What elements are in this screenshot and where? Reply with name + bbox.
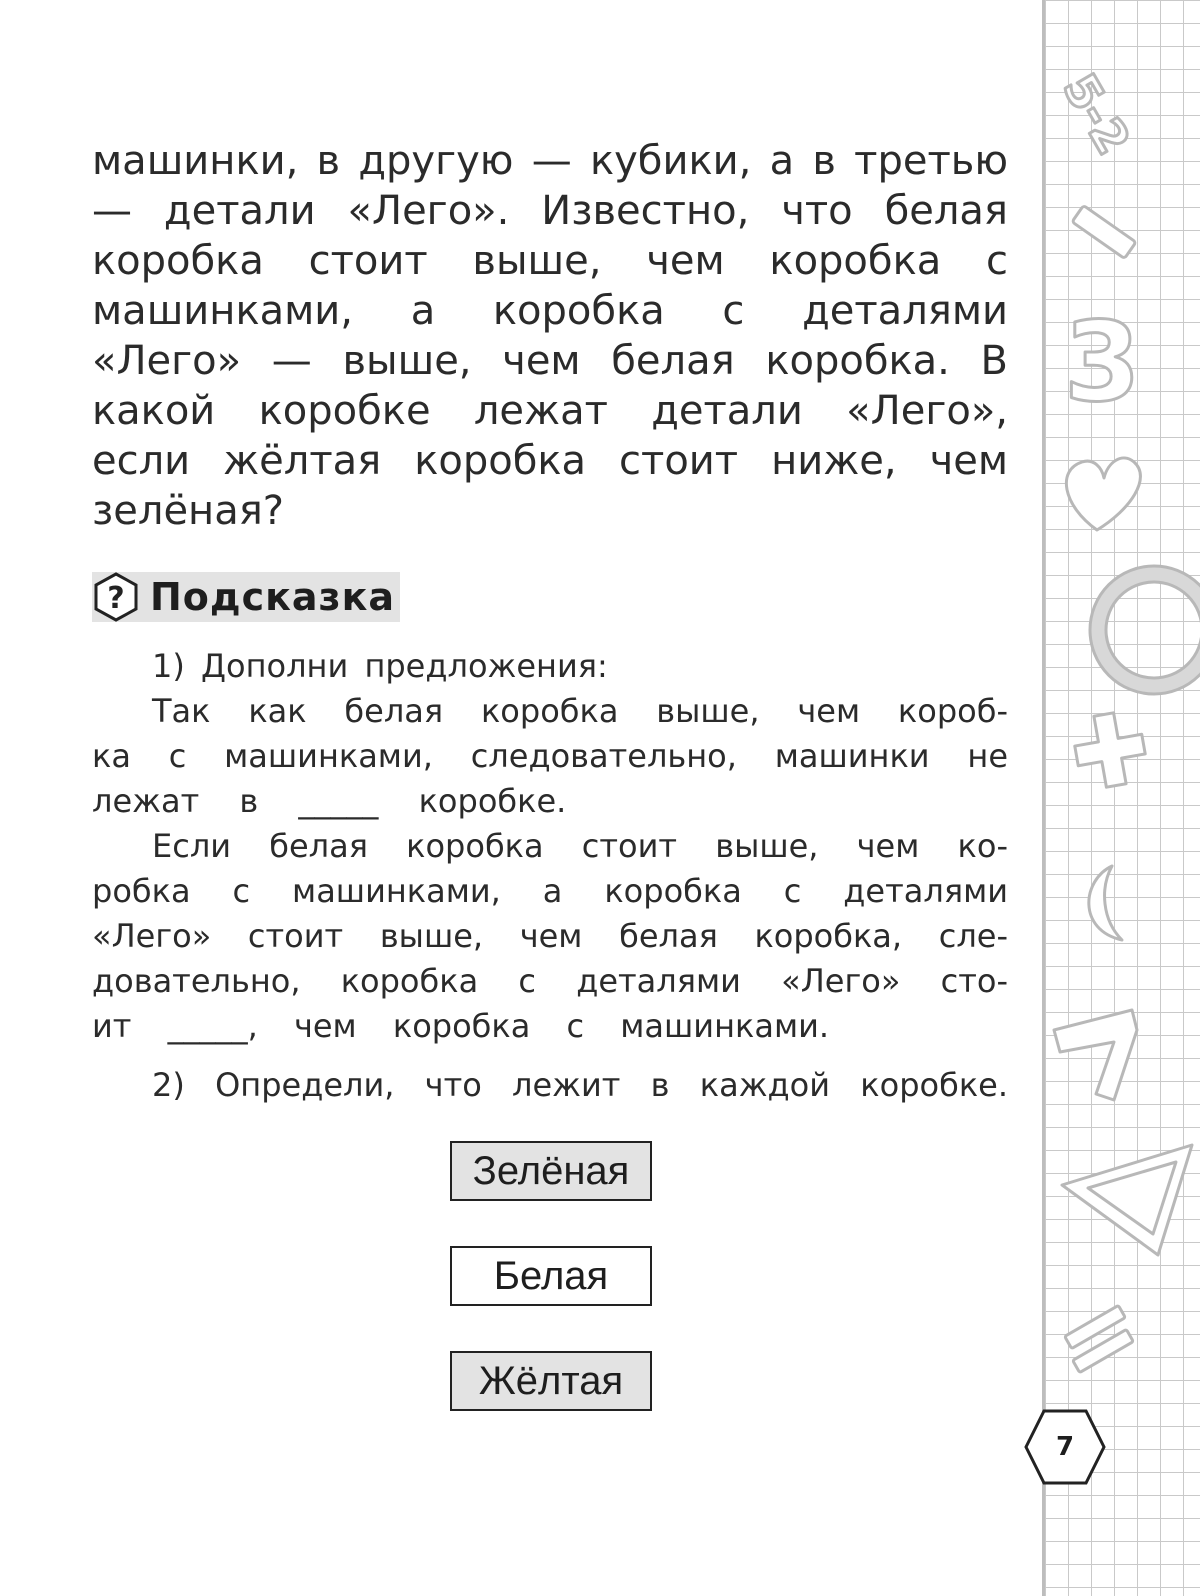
step1-line: «Лего» стоит выше, чем белая коробка, сле-	[92, 917, 1008, 955]
step1-line: лежат в _____ коробке.	[92, 782, 567, 820]
seven-icon	[1054, 1010, 1137, 1100]
plus-icon	[1070, 709, 1149, 792]
five-minus-two-icon	[1052, 65, 1140, 164]
problem-text: машинки, в другую — кубики, а в третью — детали «Лего». Известно, что белая коробка стоит выше, чем коробка с машинками, а коробка с деталями «Лего» — выше, чем белая коробка. В какой коробке лежат детали «Лего», если жёлтая коробка стоит ниже, чем зелёная?	[92, 138, 1008, 534]
problem-section	[92, 136, 1008, 536]
svg-text:5-2: 5-2	[1052, 64, 1141, 164]
three-icon: 3	[1064, 298, 1141, 426]
step1-line: Если белая коробка стоит выше, чем ко-	[152, 827, 1008, 865]
page-number: 7	[1055, 1432, 1075, 1462]
minus-icon	[1072, 205, 1136, 258]
question-hexagon-icon	[92, 572, 140, 622]
box-yellow: Жёлтая	[450, 1351, 652, 1411]
heart-icon	[1066, 458, 1140, 530]
hint-title: Подсказка	[150, 575, 396, 619]
hint-header	[92, 572, 400, 622]
hint-body	[92, 644, 1008, 1108]
circle-icon	[1098, 574, 1200, 686]
crescent-icon	[1089, 866, 1122, 940]
step1-heading: 1) Дополни предложения:	[152, 647, 608, 685]
step1-line: робка с машинками, а коробка с деталями	[92, 872, 1008, 910]
margin-decorations	[1042, 0, 1200, 1596]
step1-line: ит _____, чем коробка с машинками.	[92, 1007, 830, 1045]
step1-line: довательно, коробка с деталями «Лего» сто-	[92, 962, 1008, 1000]
step2-heading: 2) Определи, что лежит в каждой коробке.	[152, 1066, 1008, 1104]
step1-line: Так как белая коробка выше, чем короб-	[152, 692, 1008, 730]
box-white: Белая	[450, 1246, 652, 1306]
svg-text:?: ?	[107, 581, 125, 616]
box-green: Зелёная	[450, 1141, 652, 1201]
step1-line: ка с машинками, следовательно, машинки не	[92, 737, 1008, 775]
